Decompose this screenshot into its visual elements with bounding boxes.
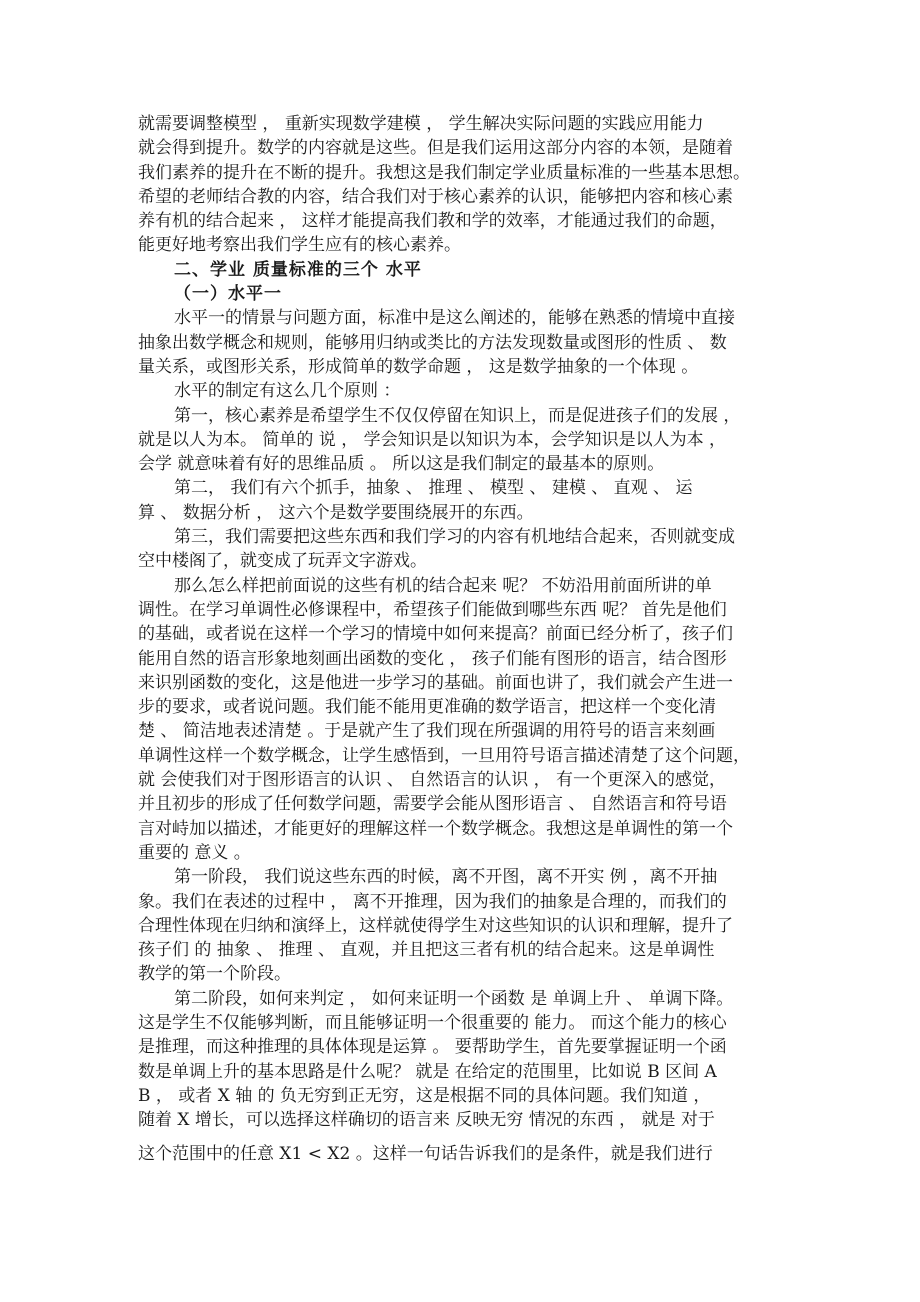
text-line: 量关系，或图形关系，形成简单的数学命题 ， 这是数学抽象的一个体现 。: [138, 356, 699, 377]
text-line: 是推理，而这种推理的具体体现是运算 。 要帮助学生，首先要掌握证明一个函: [138, 1037, 727, 1058]
text-line: 孩子们 的 抽象 、 推理 、 直观，并且把这三者有机的结合起来。这是单调性: [138, 940, 715, 961]
text-line: 随着 X 增长，可以选择这样确切的语言来 反映无穷 情况的东西 ， 就是 对于: [138, 1110, 715, 1131]
text-line: 这是学生不仅能够判断，而且能够证明一个很重要的 能力。 而这个能力的核心: [138, 1012, 727, 1033]
text-line: 重要的 意义 。: [138, 842, 251, 863]
text-line: 并且初步的形成了任何数学问题，需要学会能从图形语言 、 自然语言和符号语: [138, 794, 727, 815]
text-line: 象。我们在表述的过程中 ， 离不开推理，因为我们的抽象是合理的，而我们的: [138, 891, 727, 912]
text-line: 我们素养的提升在不断的提升。我想这是我们制定学业质量标准的一些基本思想。: [138, 162, 750, 183]
text-line: 那么怎么样把前面说的这些有机的结合起来 呢？ 不妨沿用前面所讲的单: [174, 575, 712, 596]
text-line: 调性。在学习单调性必修课程中，希望孩子们能做到哪些东西 呢？ 首先是他们: [138, 599, 727, 620]
text-line: 就需要调整模型 ， 重新实现数学建模 ， 学生解决实际问题的实践应用能力: [138, 114, 704, 134]
text-line: 第二， 我们有六个抓手，抽象 、 推理 、 模型 、 建模 、 直观 、 运: [174, 478, 693, 499]
text-line: B ， 或者 X 轴 的 负无穷到正无穷，这是根据不同的具体问题。我们知道 ，: [138, 1085, 711, 1106]
text-line: 抽象出数学概念和规则，能够用归纳或类比的方法发现数量或图形的性质 、 数: [138, 332, 727, 353]
text-line: 数是单调上升的基本思路是什么呢？ 就是 在给定的范围里，比如说 B 区间 A: [138, 1061, 717, 1082]
text-line: 第二阶段，如何来判定 ， 如何来证明一个函数 是 单调上升 、 单调下降。: [174, 988, 734, 1009]
text-line: 第三，我们需要把这些东西和我们学习的内容有机地结合起来，否则就变成: [174, 527, 735, 548]
text-line: 步的要求，或者说问题。我们能不能用更准确的数学语言，把这样一个变化清: [138, 697, 716, 718]
text-line: 能更好地考察出我们学生应有的核心素养。: [138, 235, 461, 256]
text-line: 希望的老师结合教的内容，结合我们对于核心素养的认识，能够把内容和核心素: [138, 186, 733, 207]
text-line: 能用自然的语言形象地刻画出函数的变化 ， 孩子们能有图形的语言，结合图形: [138, 648, 727, 669]
text-line: 言对峙加以描述，才能更好的理解这样一个数学概念。我想这是单调性的第一个: [138, 818, 733, 839]
text-line: 算 、 数据分析 ， 这六个是数学要围绕展开的东西。: [138, 502, 534, 523]
text-line: 第一阶段， 我们说这些东西的时候，离不开图，离不开实 例 ，离不开抽: [174, 867, 718, 888]
text-line: 就是以人为本。 简单的 说 ， 学会知识是以知识为本，会学知识是以人为本 ，: [138, 429, 727, 450]
text-line: 教学的第一个阶段。: [138, 964, 291, 985]
text-line: 就 会使我们对于图形语言的认识 、 自然语言的认识 ， 有一个更深入的感觉，: [138, 770, 727, 791]
text-line: 水平的制定有这么几个原则 ：: [174, 381, 401, 402]
text-line: 水平一的情景与问题方面，标准中是这么阐述的，能够在熟悉的情境中直接: [174, 308, 735, 329]
text-line: 会学 就意味着有好的思维品质 。 所以这是我们制定的最基本的原则。: [138, 454, 665, 475]
document-body: [138, 112, 788, 1167]
text-line: 的基础，或者说在这样一个学习的情境中如何来提高？前面已经分析了，孩子们: [138, 624, 733, 645]
text-line: 养有机的结合起来 ， 这样才能提高我们教和学的效率，才能通过我们的命题，: [138, 211, 727, 232]
text-line: 空中楼阁了，就变成了玩弄文字游戏。: [138, 551, 427, 572]
text-line: 第一，核心素养是希望学生不仅仅停留在知识上，而是促进孩子们的发展 ，: [174, 405, 741, 426]
section-heading: 二、学业 质量标准的三个 水平: [174, 259, 422, 280]
text-line: 就会得到提升。数学的内容就是这些。但是我们运用这部分内容的本领，是随着: [138, 138, 733, 159]
text-line: 单调性这样一个数学概念，让学生感悟到，一旦用符号语言描述清楚了这个问题，: [138, 745, 750, 766]
text-line: 楚 、 简洁地表述清楚 。于是就产生了我们现在所强调的用符号的语言来刻画: [138, 721, 716, 742]
text-line: 合理性体现在归纳和演绎上，这样就使得学生对这些知识的认识和理解，提升了: [138, 915, 733, 936]
section-heading: （一）水平一: [174, 284, 282, 305]
text-line: 这个范围中的任意 X1 < X2 。这样一句话告诉我们的是条件，就是我们进行: [138, 1144, 713, 1165]
text-line: 来识别函数的变化，这是他进一步学习的基础。前面也讲了，我们就会产生进一: [138, 672, 733, 693]
